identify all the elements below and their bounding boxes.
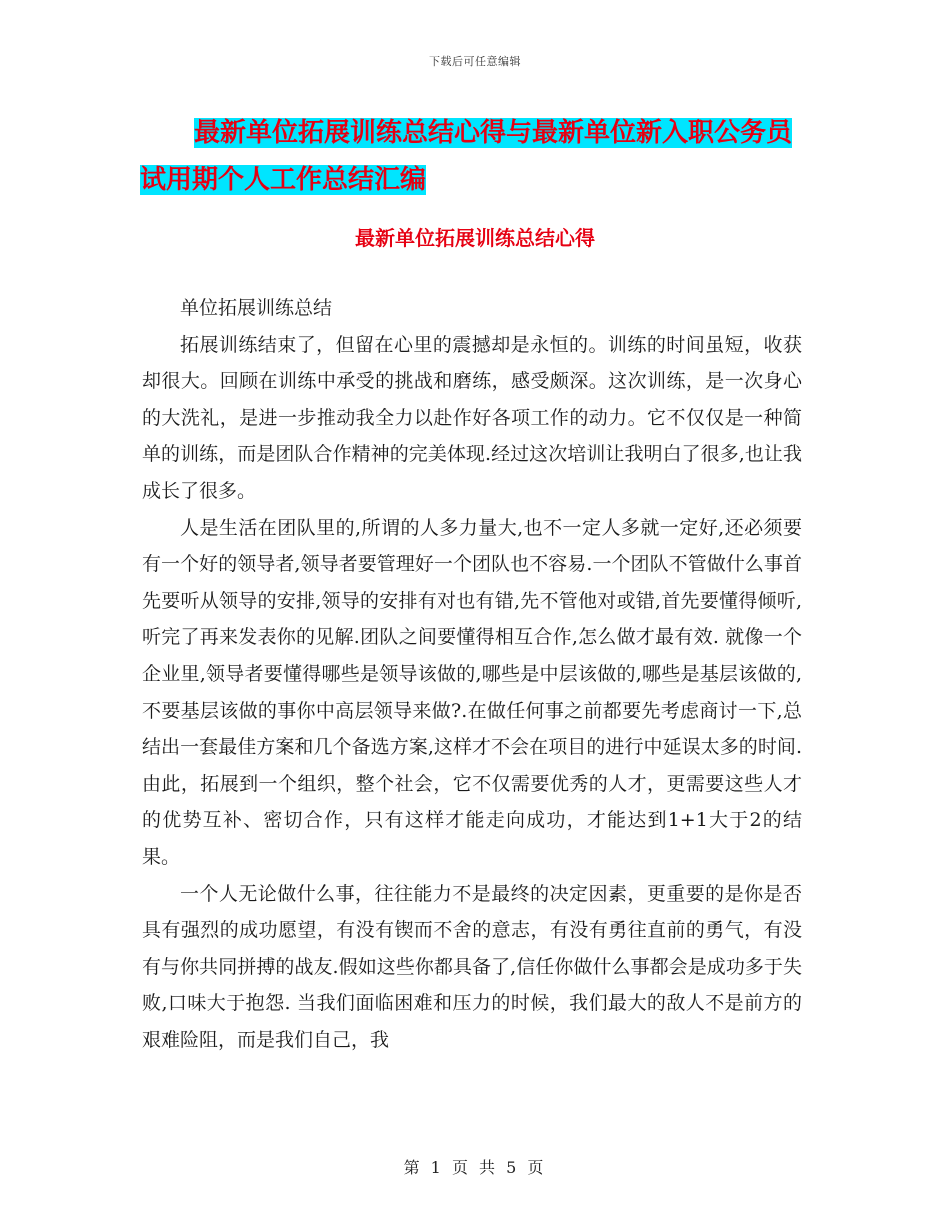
paragraph: 人是生活在团队里的,所谓的人多力量大,也不一定人多就一定好,还必须要有一个好的领导者,领导者要管理好一个团队也不容易.一个团队不管做什么事首先要听从领导的安排,领导的安排有对也有错,先不管他对或错,首先要懂得倾听,听完了再来发表你的见解.团队之间要懂得相互合作,怎么做才最有效. 就像一个企业里,领导者要懂得哪些是领导该做的,哪些是中层该做的,哪些是基层该做的,不要基层该做的事你中高层领导来做?.在做任何事之前都要先考虑商讨一下,总结出一套最佳方案和几个备选方案,这样才不会在项目的进行中延误太多的时间. 由此，拓展到一个组织，整个社会，它不仅需要优秀的人才，更需要这些人才的优势互补、密切合作，只有这样才能走向成功，才能达到1+1大于2的结果。 xyxy=(142,516,802,868)
title-line-2: 试用期个人工作总结汇编 xyxy=(140,165,427,195)
page-number: 第 1 页 共 5 页 xyxy=(403,1158,547,1177)
paragraph: 一个人无论做什么事，往往能力不是最终的决定因素，更重要的是你是否具有强烈的成功愿望，有没有锲而不舍的意志，有没有勇往直前的勇气，有没有与你共同拼搏的战友.假如这些你都具备了,信任你做什么事都会是成功多于失败,口味大于抱怨. 当我们面临困难和压力的时候，我们最大的敌人不是前方的艰难险阻，而是我们自己，我 xyxy=(142,882,802,1051)
section-title: 最新单位拓展训练总结心得 xyxy=(355,226,595,250)
title-line-1: 最新单位拓展训练总结心得与最新单位新入职公务员 xyxy=(194,118,793,148)
page-header-note: 下载后可任意编辑 xyxy=(429,55,521,68)
subheading: 单位拓展训练总结 xyxy=(180,297,333,319)
paragraph: 拓展训练结束了，但留在心里的震撼却是永恒的。训练的时间虽短，收获却很大。回顾在训练中承受的挑战和磨练，感受颇深。这次训练，是一次身心的大洗礼，是进一步推动我全力以赴作好各项工作的动力。它不仅仅是一种简单的训练，而是团队合作精神的完美体现.经过这次培训让我明白了很多,也让我成长了很多。 xyxy=(142,333,802,502)
document-title xyxy=(140,110,840,204)
document-body xyxy=(142,290,802,1058)
